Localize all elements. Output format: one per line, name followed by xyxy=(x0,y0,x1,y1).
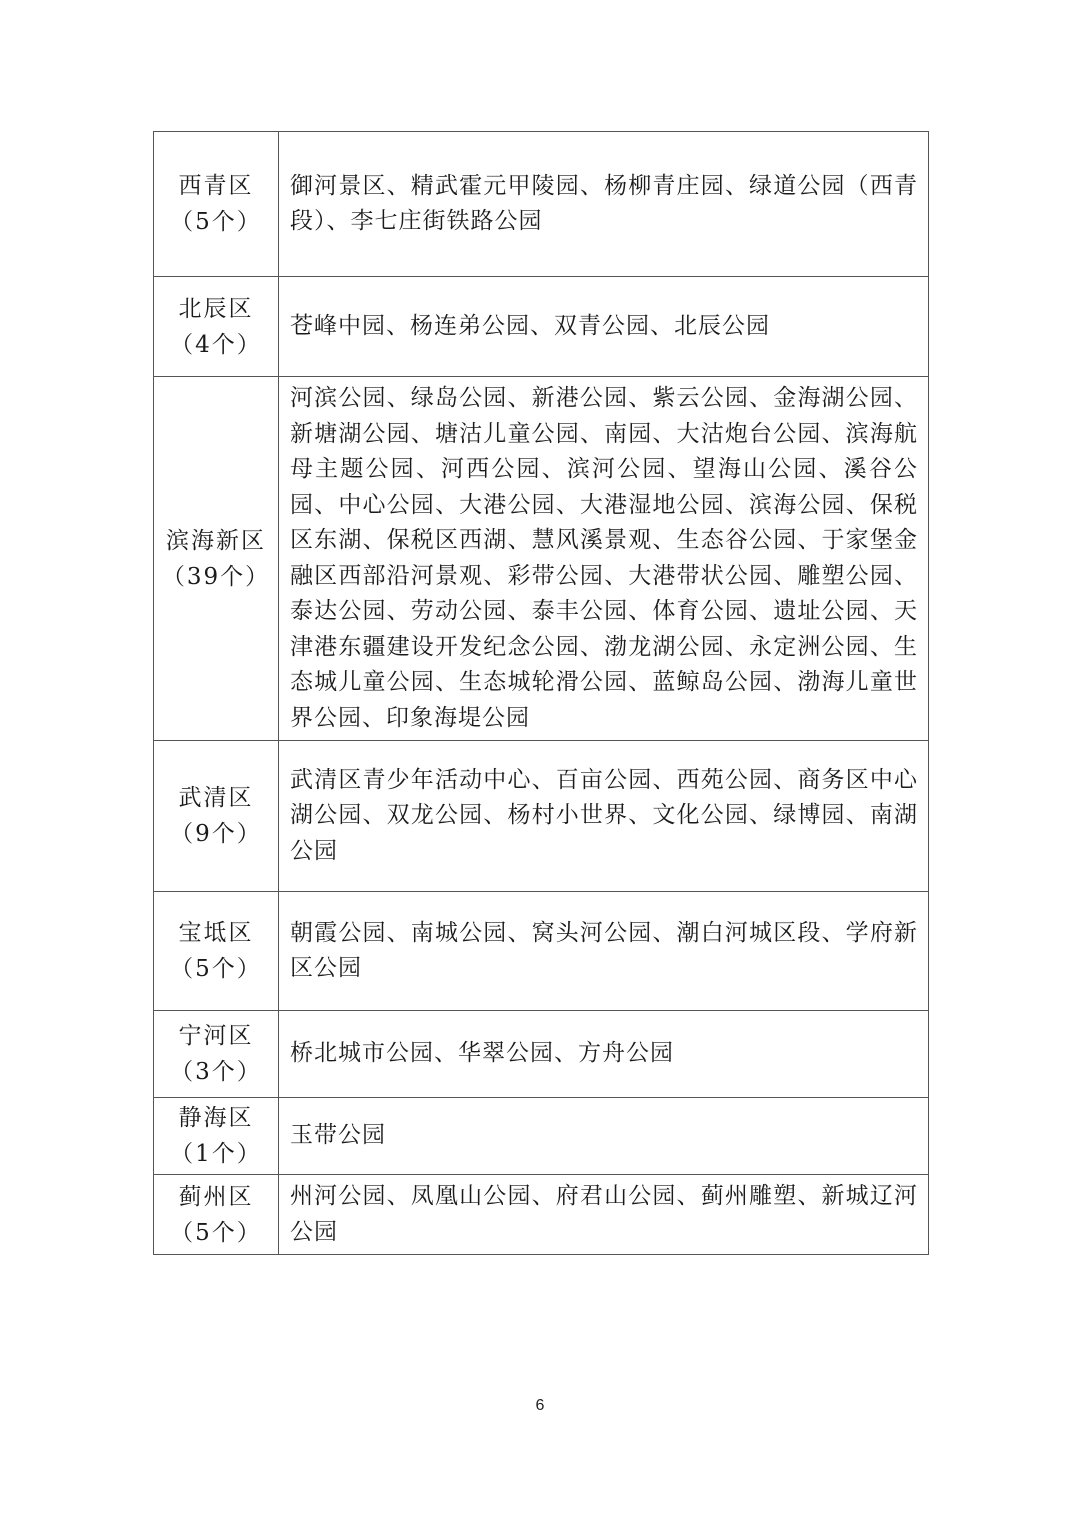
district-name: 滨海新区 xyxy=(166,527,266,554)
parks-list: 朝霞公园、南城公园、窝头河公园、潮白河城区段、学府新区公园 xyxy=(279,892,929,1011)
parks-list: 河滨公园、绿岛公园、新港公园、紫云公园、金海湖公园、新塘湖公园、塘沽儿童公园、南园、大沽炮台公园、滨海航母主题公园、河西公园、滨河公园、望海山公园、溪谷公园、中心公园、大港公园、大港湿地公园、滨海公园、保税区东湖、保税区西湖、慧风溪景观、生态谷公园、于家堡金融区西部沿河景观、彩带公园、大港带状公园、雕塑公园、泰达公园、劳动公园、泰丰公园、体育公园、遗址公园、天津港东疆建设开发纪念公园、渤龙湖公园、永定洲公园、生态城儿童公园、生态城轮滑公园、蓝鲸岛公园、渤海儿童世界公园、印象海堤公园 xyxy=(279,377,929,741)
district-count: （4个） xyxy=(170,331,262,358)
table-row xyxy=(154,377,929,741)
parks-list: 武清区青少年活动中心、百亩公园、西苑公园、商务区中心湖公园、双龙公园、杨村小世界、文化公园、绿博园、南湖公园 xyxy=(279,741,929,892)
table-row xyxy=(154,1098,929,1175)
parks-list: 御河景区、精武霍元甲陵园、杨柳青庄园、绿道公园（西青段）、李七庄街铁路公园 xyxy=(279,132,929,277)
district-name: 武清区 xyxy=(178,785,254,811)
district-name: 宁河区 xyxy=(178,1023,254,1049)
district-name: 北辰区 xyxy=(178,295,254,322)
district-count: （39个） xyxy=(161,563,271,590)
district-cell xyxy=(154,277,279,377)
district-count: （5个） xyxy=(170,1219,262,1246)
district-count: （1个） xyxy=(170,1141,262,1167)
district-count: （3个） xyxy=(170,1059,262,1085)
table-row xyxy=(154,1011,929,1098)
district-count: （5个） xyxy=(170,956,262,982)
parks-table xyxy=(153,131,929,1255)
parks-list: 苍峰中园、杨连弟公园、双青公园、北辰公园 xyxy=(279,277,929,377)
district-name: 静海区 xyxy=(178,1105,254,1131)
district-cell xyxy=(154,132,279,277)
district-count: （5个） xyxy=(170,209,262,235)
table-row xyxy=(154,277,929,377)
parks-list: 玉带公园 xyxy=(279,1098,929,1175)
district-count: （9个） xyxy=(170,821,262,847)
district-cell xyxy=(154,1098,279,1175)
table-row xyxy=(154,132,929,277)
district-cell xyxy=(154,892,279,1011)
district-name: 西青区 xyxy=(178,173,254,199)
district-name: 宝坻区 xyxy=(178,920,254,946)
table-row xyxy=(154,892,929,1011)
district-cell xyxy=(154,1175,279,1255)
page-number: 6 xyxy=(535,1397,545,1414)
table-row xyxy=(154,741,929,892)
district-cell xyxy=(154,1011,279,1098)
parks-list: 桥北城市公园、华翠公园、方舟公园 xyxy=(279,1011,929,1098)
district-cell xyxy=(154,741,279,892)
parks-list: 州河公园、凤凰山公园、府君山公园、蓟州雕塑、新城辽河公园 xyxy=(279,1175,929,1255)
district-name: 蓟州区 xyxy=(178,1183,254,1210)
table-row xyxy=(154,1175,929,1255)
district-cell xyxy=(154,377,279,741)
